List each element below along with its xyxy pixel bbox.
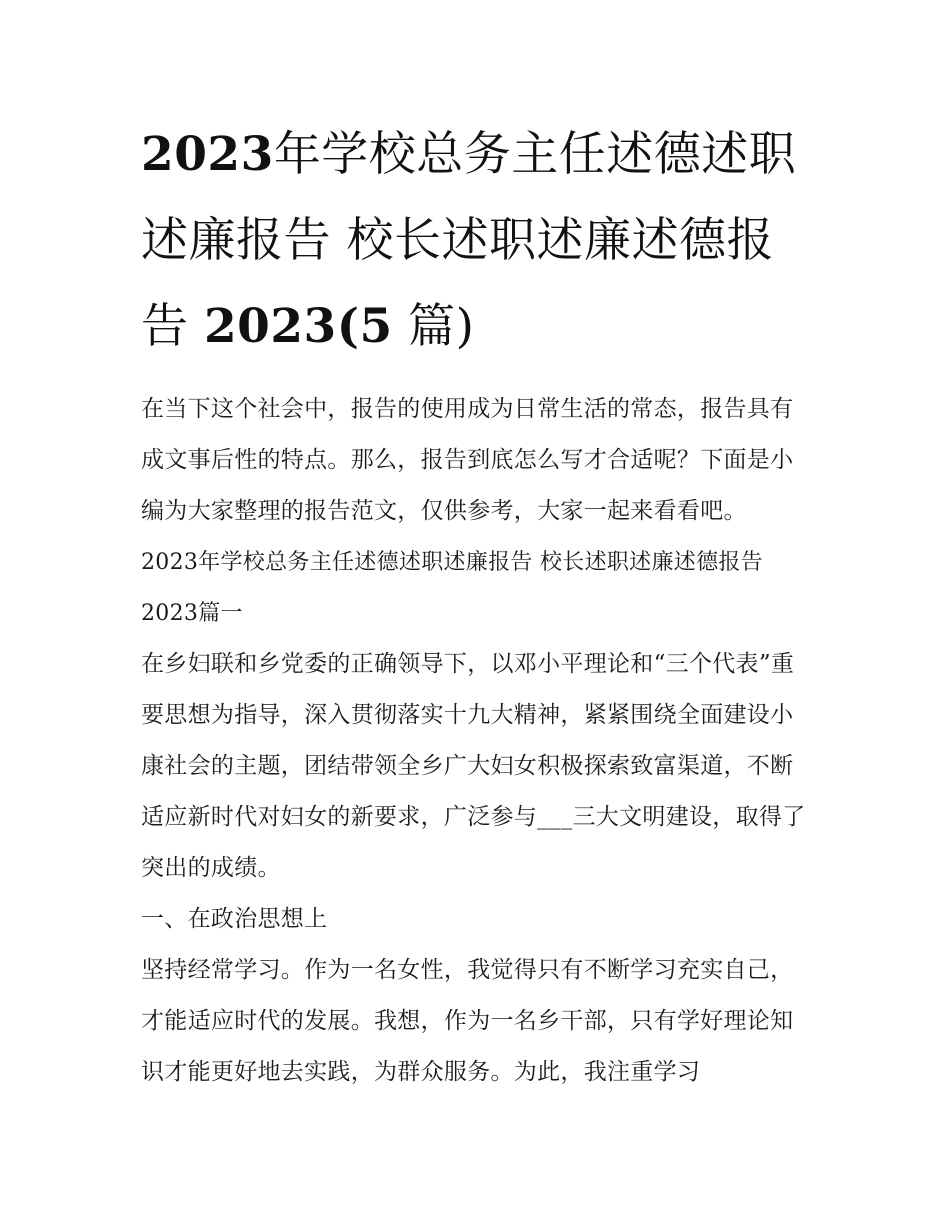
- intro-paragraph: 在当下这个社会中，报告的使用成为日常生活的常态，报告具有成文事后性的特点。那么，报告到底怎么写才合适呢？下面是小编为大家整理的报告范文，仅供参考，大家一起来看看吧。: [141, 396, 794, 524]
- title-year: 2023: [141, 127, 274, 182]
- section-heading: 2023年学校总务主任述德述职述廉报告 校长述职述廉述德报告2023篇一: [141, 550, 763, 626]
- body-paragraph: 在乡妇联和乡党委的正确领导下，以邓小平理论和“三个代表”重要思想为指导，深入贯彻落实十九大精神，紧紧围绕全面建设小康社会的主题，团结带领全乡广大妇女积极探索致富渠道，不断适应新时代对妇女的新要求，广泛参与___三大文明建设，取得了突出的成绩。: [141, 651, 806, 881]
- title-suffix: 篇): [392, 299, 475, 354]
- title-text: 年学校总务主任述德述职述廉报告 校长述职述廉述德报告: [141, 127, 797, 354]
- title-year-count: 2023(5: [203, 299, 393, 354]
- subsection-heading: 一、在政治思想上: [141, 906, 328, 932]
- body-paragraph-2: 坚持经常学习。作为一名女性，我觉得只有不断学习充实自己，才能适应时代的发展。我想，作为一名乡干部，只有学好理论知识才能更好地去实践，为群众服务。为此，我注重学习: [141, 957, 794, 1085]
- document-page: [141, 112, 813, 1098]
- document-title: [141, 112, 813, 370]
